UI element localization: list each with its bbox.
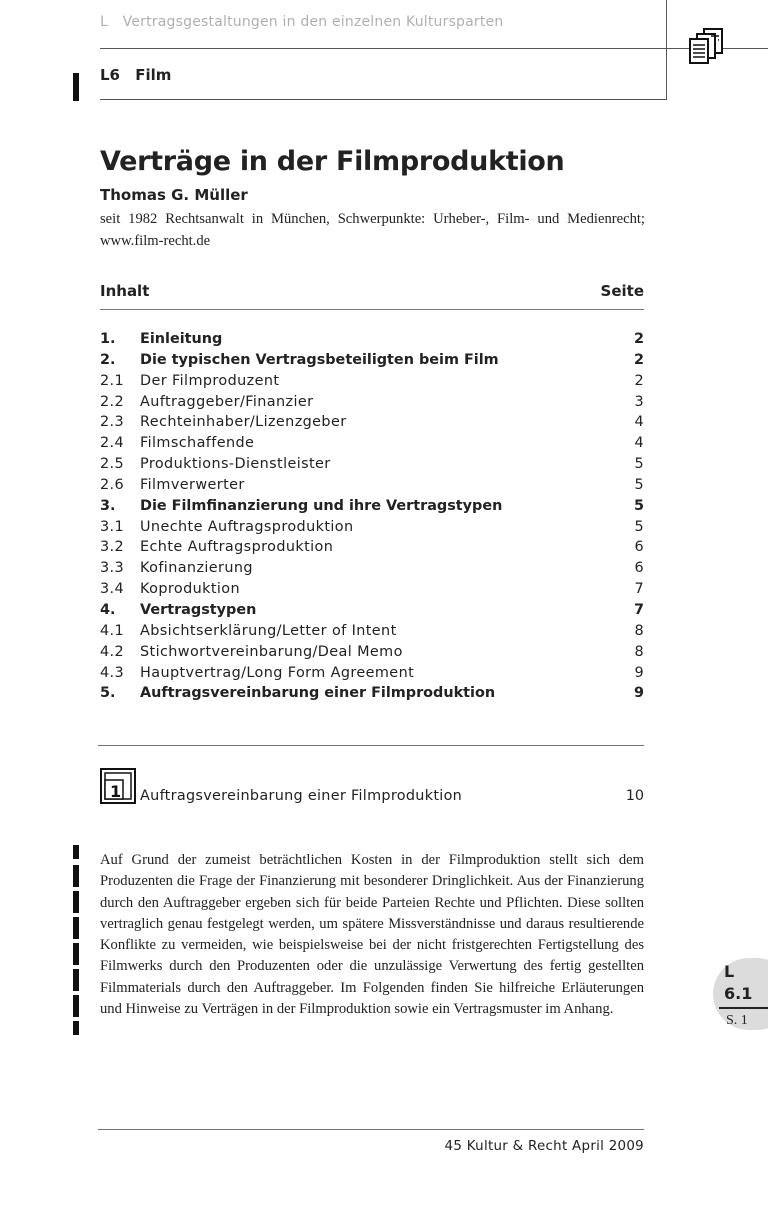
toc-entry xyxy=(100,329,644,350)
toc-entry-number: 4. xyxy=(100,601,116,618)
toc-entry xyxy=(100,558,644,579)
toc-entry-label: Die Filmfinanzierung und ihre Vertragstypen xyxy=(140,497,503,514)
toc-entry-label: Unechte Auftragsproduktion xyxy=(140,518,354,535)
toc-entry-page: 9 xyxy=(634,664,644,681)
chapter-tab-rule xyxy=(719,1007,768,1009)
header-line-top xyxy=(100,48,768,49)
toc-entry-number: 3.1 xyxy=(100,518,125,535)
toc-entry-label: Stichwortvereinbarung/Deal Memo xyxy=(140,643,403,660)
toc-header xyxy=(100,282,644,300)
toc-entry-number: 2.6 xyxy=(100,476,125,493)
running-header xyxy=(100,14,503,30)
toc-entry-page: 5 xyxy=(633,497,644,514)
toc-entry-page: 7 xyxy=(633,601,644,618)
toc-entry-page: 2 xyxy=(634,372,644,389)
toc-entry xyxy=(100,412,644,433)
toc-bottom-rule xyxy=(98,745,644,746)
toc-entry-label: Produktions-Dienstleister xyxy=(140,456,331,473)
toc-entry-page: 6 xyxy=(634,539,644,556)
toc-entry xyxy=(100,454,644,475)
toc-entry-page: 4 xyxy=(634,435,644,452)
toc-entry xyxy=(100,683,644,704)
toc-entry-label: Vertragstypen xyxy=(140,601,257,618)
toc-entry xyxy=(100,579,644,600)
toc-entry-label: Hauptvertrag/Long Form Agreement xyxy=(140,664,415,681)
toc-entry-number: 2.2 xyxy=(100,393,125,410)
subsection-code: L6 xyxy=(100,66,120,84)
chapter-tab-page: S. 1 xyxy=(726,1013,748,1028)
toc-entry xyxy=(100,663,644,684)
toc-entry-label: Auftraggeber/Finanzier xyxy=(140,393,314,410)
toc-entry-label: Die typischen Vertragsbeteiligten beim Film xyxy=(140,351,499,368)
toc-entry xyxy=(100,537,644,558)
toc-entry-page: 6 xyxy=(634,560,644,577)
chapter-tab-number: 6.1 xyxy=(724,984,753,1003)
toc-entry-label: Kofinanzierung xyxy=(140,560,253,577)
toc-entry-number: 3.2 xyxy=(100,539,125,556)
toc-entry xyxy=(100,433,644,454)
body-marker-bar xyxy=(73,995,79,1017)
toc-page-heading: Seite xyxy=(600,282,644,300)
toc-entry-label: Filmverwerter xyxy=(140,476,245,493)
toc-entry-number: 3.3 xyxy=(100,560,125,577)
toc-entry-number: 2.5 xyxy=(100,456,125,473)
toc-entry-number: 4.3 xyxy=(100,664,125,681)
subsection-header xyxy=(100,66,171,84)
toc-entry-page: 8 xyxy=(634,643,644,660)
body-marker-bar xyxy=(73,917,79,939)
body-marker-bar xyxy=(73,969,79,991)
toc-entry-number: 2.3 xyxy=(100,414,125,431)
toc-entry-label: Rechteinhaber/Lizenzgeber xyxy=(140,414,347,431)
toc-header-rule xyxy=(100,309,644,310)
toc-entry-number: 2. xyxy=(100,351,116,368)
toc-entry xyxy=(100,642,644,663)
section-title: Vertragsgestaltungen in den einzelnen Kultursparten xyxy=(122,14,504,30)
body-marker-bar xyxy=(73,865,79,887)
section-letter: L xyxy=(100,14,108,30)
page-footer: 45 Kultur & Recht April 2009 xyxy=(444,1139,644,1154)
toc-entry-page: 8 xyxy=(634,622,644,639)
toc-entry-page: 7 xyxy=(634,581,644,598)
toc-entry-number: 1. xyxy=(100,331,116,347)
attachment-icon xyxy=(100,768,136,804)
header-line-bottom xyxy=(100,99,666,100)
attachment-icon-number: 1 xyxy=(110,782,122,801)
toc-entry-page: 5 xyxy=(634,518,644,535)
attachment-label: Auftragsvereinbarung einer Filmproduktion xyxy=(140,788,463,804)
table-of-contents xyxy=(100,329,644,704)
intro-paragraph: Auf Grund der zumeist beträchtlichen Kosten in der Filmproduktion stellt sich dem Produzenten die Frage der Finanzierung mit besonderer Dringlichkeit. Aus der Finanzierung durch den Auftraggeber ergeben sich für beide Parteien Rechte und Pflichten. Diese sollten vertraglich genau festgelegt werden, um spätere Missverständnisse und daraus resultierende Konflikte zu vermeiden, wie beispielsweise bei der nicht fristgerechten Fertigstellung des Filmwerks durch den Produzenten oder die unzulässige Verwertung des fertig gestellten Filmmaterials durch den Auftraggeber. Im Folgenden finden Sie hilfreiche Erläuterungen und Hinweise zu Verträgen in der Filmproduktion sowie ein Vertragsmuster im Anhang. xyxy=(100,852,644,1018)
body-marker-bar xyxy=(73,891,79,913)
section-marker-bar xyxy=(73,73,79,101)
toc-entry xyxy=(100,371,644,392)
toc-entry-label: Absichtserklärung/Letter of Intent xyxy=(140,622,397,639)
chapter-tab-letter: L xyxy=(724,962,735,981)
toc-entry xyxy=(100,496,644,517)
toc-entry-page: 5 xyxy=(634,456,644,473)
subsection-title: Film xyxy=(135,66,172,84)
attachment-page: 10 xyxy=(625,788,644,804)
toc-entry-label: Filmschaffende xyxy=(140,435,255,452)
toc-entry-label: Auftragsvereinbarung einer Filmproduktion xyxy=(140,685,496,702)
body-marker-bar xyxy=(73,1021,79,1035)
toc-entry-label: Einleitung xyxy=(140,331,223,347)
author-bio: seit 1982 Rechtsanwalt in München, Schwerpunkte: Urheber-, Film- und Medienrecht; www.film-recht.de xyxy=(100,211,645,249)
toc-entry-page: 3 xyxy=(634,393,644,410)
toc-entry-label: Echte Auftragsproduktion xyxy=(140,539,334,556)
footer-rule xyxy=(98,1129,644,1130)
toc-entry xyxy=(100,621,644,642)
toc-entry-number: 3.4 xyxy=(100,581,125,598)
documents-icon xyxy=(689,28,737,68)
toc-entry xyxy=(100,517,644,538)
body-marker-bar xyxy=(73,943,79,965)
toc-entry-number: 4.2 xyxy=(100,643,125,660)
toc-entry xyxy=(100,600,644,621)
toc-entry xyxy=(100,350,644,371)
toc-entry-number: 4.1 xyxy=(100,622,125,639)
toc-entry-number: 2.4 xyxy=(100,435,125,452)
toc-entry-number: 2.1 xyxy=(100,372,125,389)
toc-entry-number: 5. xyxy=(100,685,116,702)
toc-entry xyxy=(100,392,644,413)
toc-entry-label: Der Filmproduzent xyxy=(140,372,280,389)
header-vertical-divider xyxy=(666,0,667,100)
toc-entry-page: 2 xyxy=(633,331,644,347)
body-marker-bar xyxy=(73,845,79,859)
toc-entry-page: 4 xyxy=(634,414,644,431)
toc-entry-number: 3. xyxy=(100,497,116,514)
toc-entry-page: 5 xyxy=(634,476,644,493)
author-name: Thomas G. Müller xyxy=(100,186,248,204)
article-title: Verträge in der Filmproduktion xyxy=(100,146,565,177)
toc-entry xyxy=(100,475,644,496)
toc-entry-page: 2 xyxy=(633,351,644,368)
toc-entry-page: 9 xyxy=(633,685,644,702)
toc-heading: Inhalt xyxy=(100,282,150,300)
toc-entry-label: Koproduktion xyxy=(140,581,241,598)
